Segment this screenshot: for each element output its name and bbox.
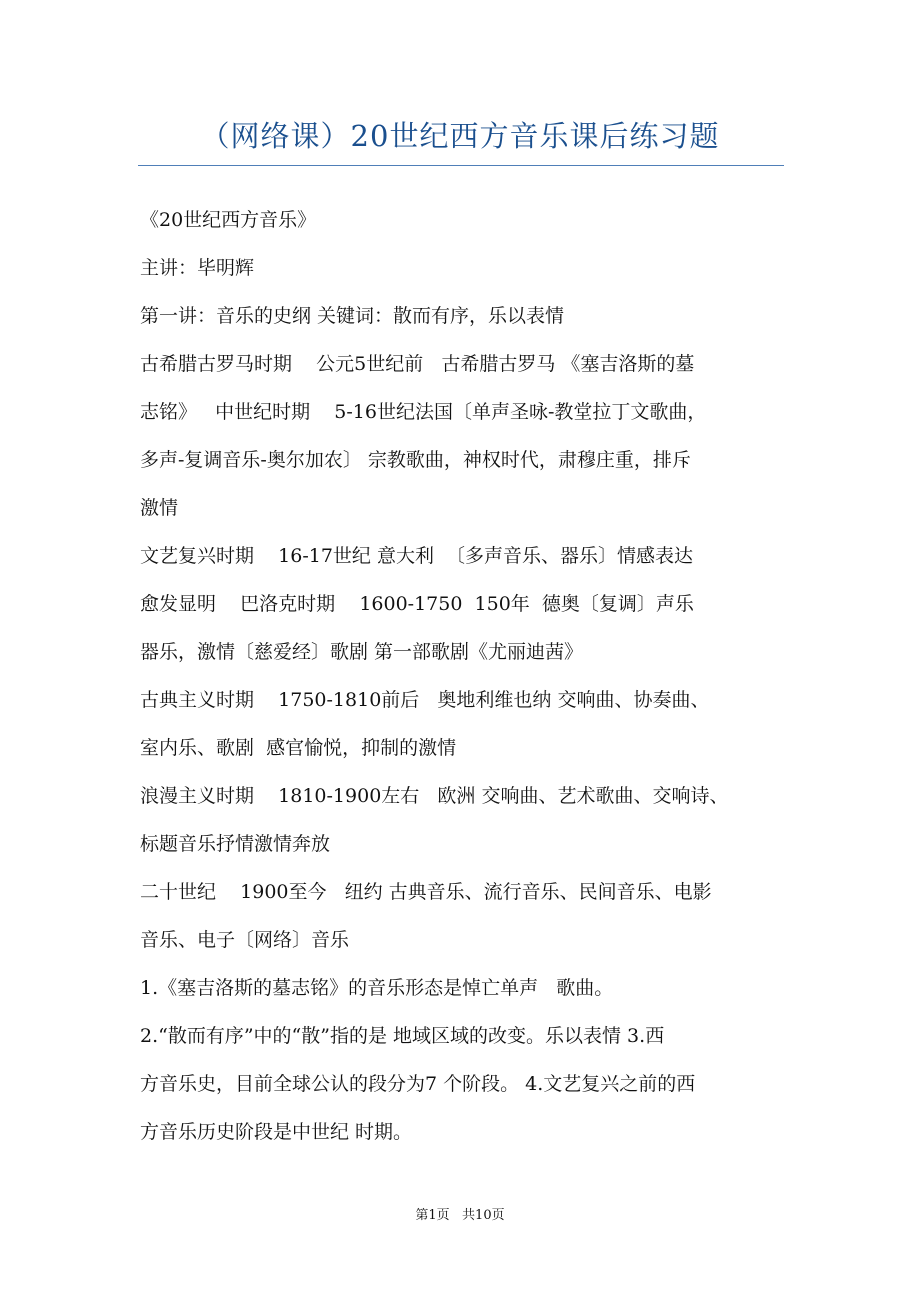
paragraph-renaissance-baroque	[140, 532, 790, 676]
paragraph-lecture-one	[140, 292, 790, 340]
paragraph-classical	[140, 676, 790, 772]
text-line: 第一讲：音乐的史纲 关键词：散而有序，乐以表情	[140, 305, 565, 327]
paragraph-question-1	[140, 964, 790, 1012]
text-line: 室内乐、歌剧 感官愉悦，抑制的激情	[140, 737, 457, 759]
text-line: 标题音乐抒情激情奔放	[140, 833, 331, 855]
text-line: 文艺复兴时期 16-17世纪 意大利 〔多声音乐、器乐〕情感表达	[140, 545, 694, 567]
text-line: 愈发显明 巴洛克时期 1600-1750 150年 德奥〔复调〕声乐	[140, 593, 694, 615]
paragraph-questions-2-4	[140, 1012, 790, 1156]
text-line: 1.《塞吉洛斯的墓志铭》的音乐形态是悼亡单声 歌曲。	[140, 977, 614, 999]
text-line: 古希腊古罗马时期 公元5世纪前 古希腊古罗马 《塞吉洛斯的墓	[140, 353, 695, 375]
text-line: 二十世纪 1900至今 纽约 古典音乐、流行音乐、民间音乐、电影	[140, 881, 712, 903]
paragraph-romantic	[140, 772, 790, 868]
paragraph-lecturer	[140, 244, 790, 292]
text-line: 多声-复调音乐-奥尔加农〕 宗教歌曲，神权时代，肃穆庄重，排斥	[140, 449, 691, 471]
text-line: 方音乐历史阶段是中世纪 时期。	[140, 1121, 413, 1143]
text-line: 主讲：毕明辉	[140, 257, 255, 279]
text-line: 古典主义时期 1750-1810前后 奥地利维也纳 交响曲、协奏曲、	[140, 689, 710, 711]
paragraph-ancient-medieval	[140, 340, 790, 532]
text-line: 浪漫主义时期 1810-1900左右 欧洲 交响曲、艺术歌曲、交响诗、	[140, 785, 729, 807]
paragraph-course-title	[140, 196, 790, 244]
paragraph-twentieth-century	[140, 868, 790, 964]
title-divider	[138, 165, 784, 166]
text-line: 音乐、电子〔网络〕音乐	[140, 929, 350, 951]
page-footer: 第1页 共10页	[415, 1208, 505, 1223]
page-title: （网络课）20世纪西方音乐课后练习题	[200, 119, 720, 153]
text-line: 激情	[140, 497, 179, 519]
text-line: 方音乐史，目前全球公认的段分为7 个阶段。 4.文艺复兴之前的西	[140, 1073, 696, 1095]
text-line: 《20世纪西方音乐》	[140, 209, 317, 231]
text-line: 志铭》 中世纪时期 5-16世纪法国〔单声圣咏-教堂拉丁文歌曲，	[140, 401, 707, 423]
text-line: 2.“散而有序”中的“散”指的是 地域区域的改变。乐以表情 3.西	[140, 1025, 665, 1047]
document-body	[140, 196, 790, 1156]
text-line: 器乐，激情〔慈爱经〕歌剧 第一部歌剧《尤丽迪茜》	[140, 641, 584, 663]
